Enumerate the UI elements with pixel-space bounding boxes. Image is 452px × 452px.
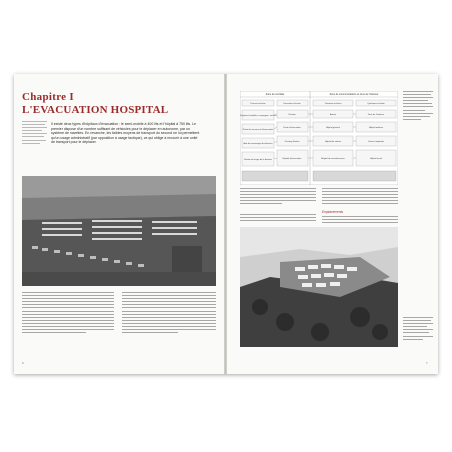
margin-caption-right-top <box>403 91 433 122</box>
page-number-right: 7 <box>426 361 428 365</box>
org-left-2: Poste de secours et d'évacuation <box>242 129 274 131</box>
org-right-3: Hôpital de station <box>324 141 342 143</box>
org-right-0: Troisième échelon <box>324 103 342 105</box>
lead-paragraph: Il existe deux types d'hôpitaux d'évacuation : le semi-mobile à 400 lits et l'hôpital à 750 lits. Le premier dispose d'un nombre suffisant de véhicules pour le déplacer en autonome, par un système de navettes. En revanche, les faibles moyens de transport du second ne lui permettent qu'un usage administratif (par opposition à usage tactique), ce qui oblige à recourir à une unité de transport pour le déplacer. <box>51 122 200 145</box>
chart-col-left-title: Zone de combats <box>265 93 285 97</box>
chart-left-column <box>240 100 277 166</box>
margin-caption-right-bottom <box>403 317 433 342</box>
org-far-2: Hôpital militaire <box>368 127 384 129</box>
org-left-4: Station de triage de la division <box>244 159 272 161</box>
chapter-title: L'EVACUATION HOSPITAL <box>22 104 169 116</box>
margin-caption-left <box>22 121 47 146</box>
org-mid-0: Deuxième échelon <box>283 103 301 105</box>
hospital-site-photo <box>240 227 398 347</box>
org-far-3: Centre hospitalier <box>367 141 385 143</box>
org-right-2: Hôpital général <box>326 127 340 129</box>
body-text-right-col3 <box>240 214 316 223</box>
book-spread <box>14 74 438 374</box>
medical-echelon-org-chart <box>240 91 398 185</box>
org-far-0: Quatrième échelon <box>367 103 385 105</box>
body-text-left-col2 <box>122 292 216 335</box>
org-mid-4: Hôpital d'évacuation <box>282 158 302 160</box>
org-mid-3: Clearing Station <box>284 141 300 143</box>
body-text-right-col2 <box>322 188 398 207</box>
chart-col-right-title: Zone de communications et zone de l'intérieur <box>329 93 379 97</box>
body-text-right-col4 <box>322 216 398 225</box>
aerial-hospital-photo <box>22 176 216 286</box>
org-mid-1: Division <box>288 114 296 116</box>
org-left-0: Premier échelon <box>250 103 266 105</box>
org-mid-2: Poste d'évacuation <box>283 127 301 129</box>
section-subhead: Emplacements <box>322 210 344 214</box>
org-right-1: Armée <box>329 114 337 116</box>
org-far-1: Zone de l'intérieur <box>367 114 385 116</box>
page-number-left: 6 <box>22 361 24 365</box>
chapter-heading: Chapitre I <box>22 91 74 103</box>
org-right-4: Hôpital de convalescence <box>321 158 345 160</box>
aerial-photo-graphic <box>22 176 216 286</box>
site-photo-graphic <box>240 227 398 347</box>
org-left-1: Régiment, bataillon, compagnie, section <box>240 115 277 117</box>
right-page <box>227 74 438 374</box>
body-text-left-col1 <box>22 292 114 335</box>
left-page <box>14 74 225 374</box>
chart-footer-row <box>242 171 396 181</box>
org-left-3: Aire de ramassage des blessés <box>243 143 273 145</box>
org-far-4: Hôpital naval <box>369 158 383 160</box>
body-text-right-col1 <box>240 188 316 207</box>
